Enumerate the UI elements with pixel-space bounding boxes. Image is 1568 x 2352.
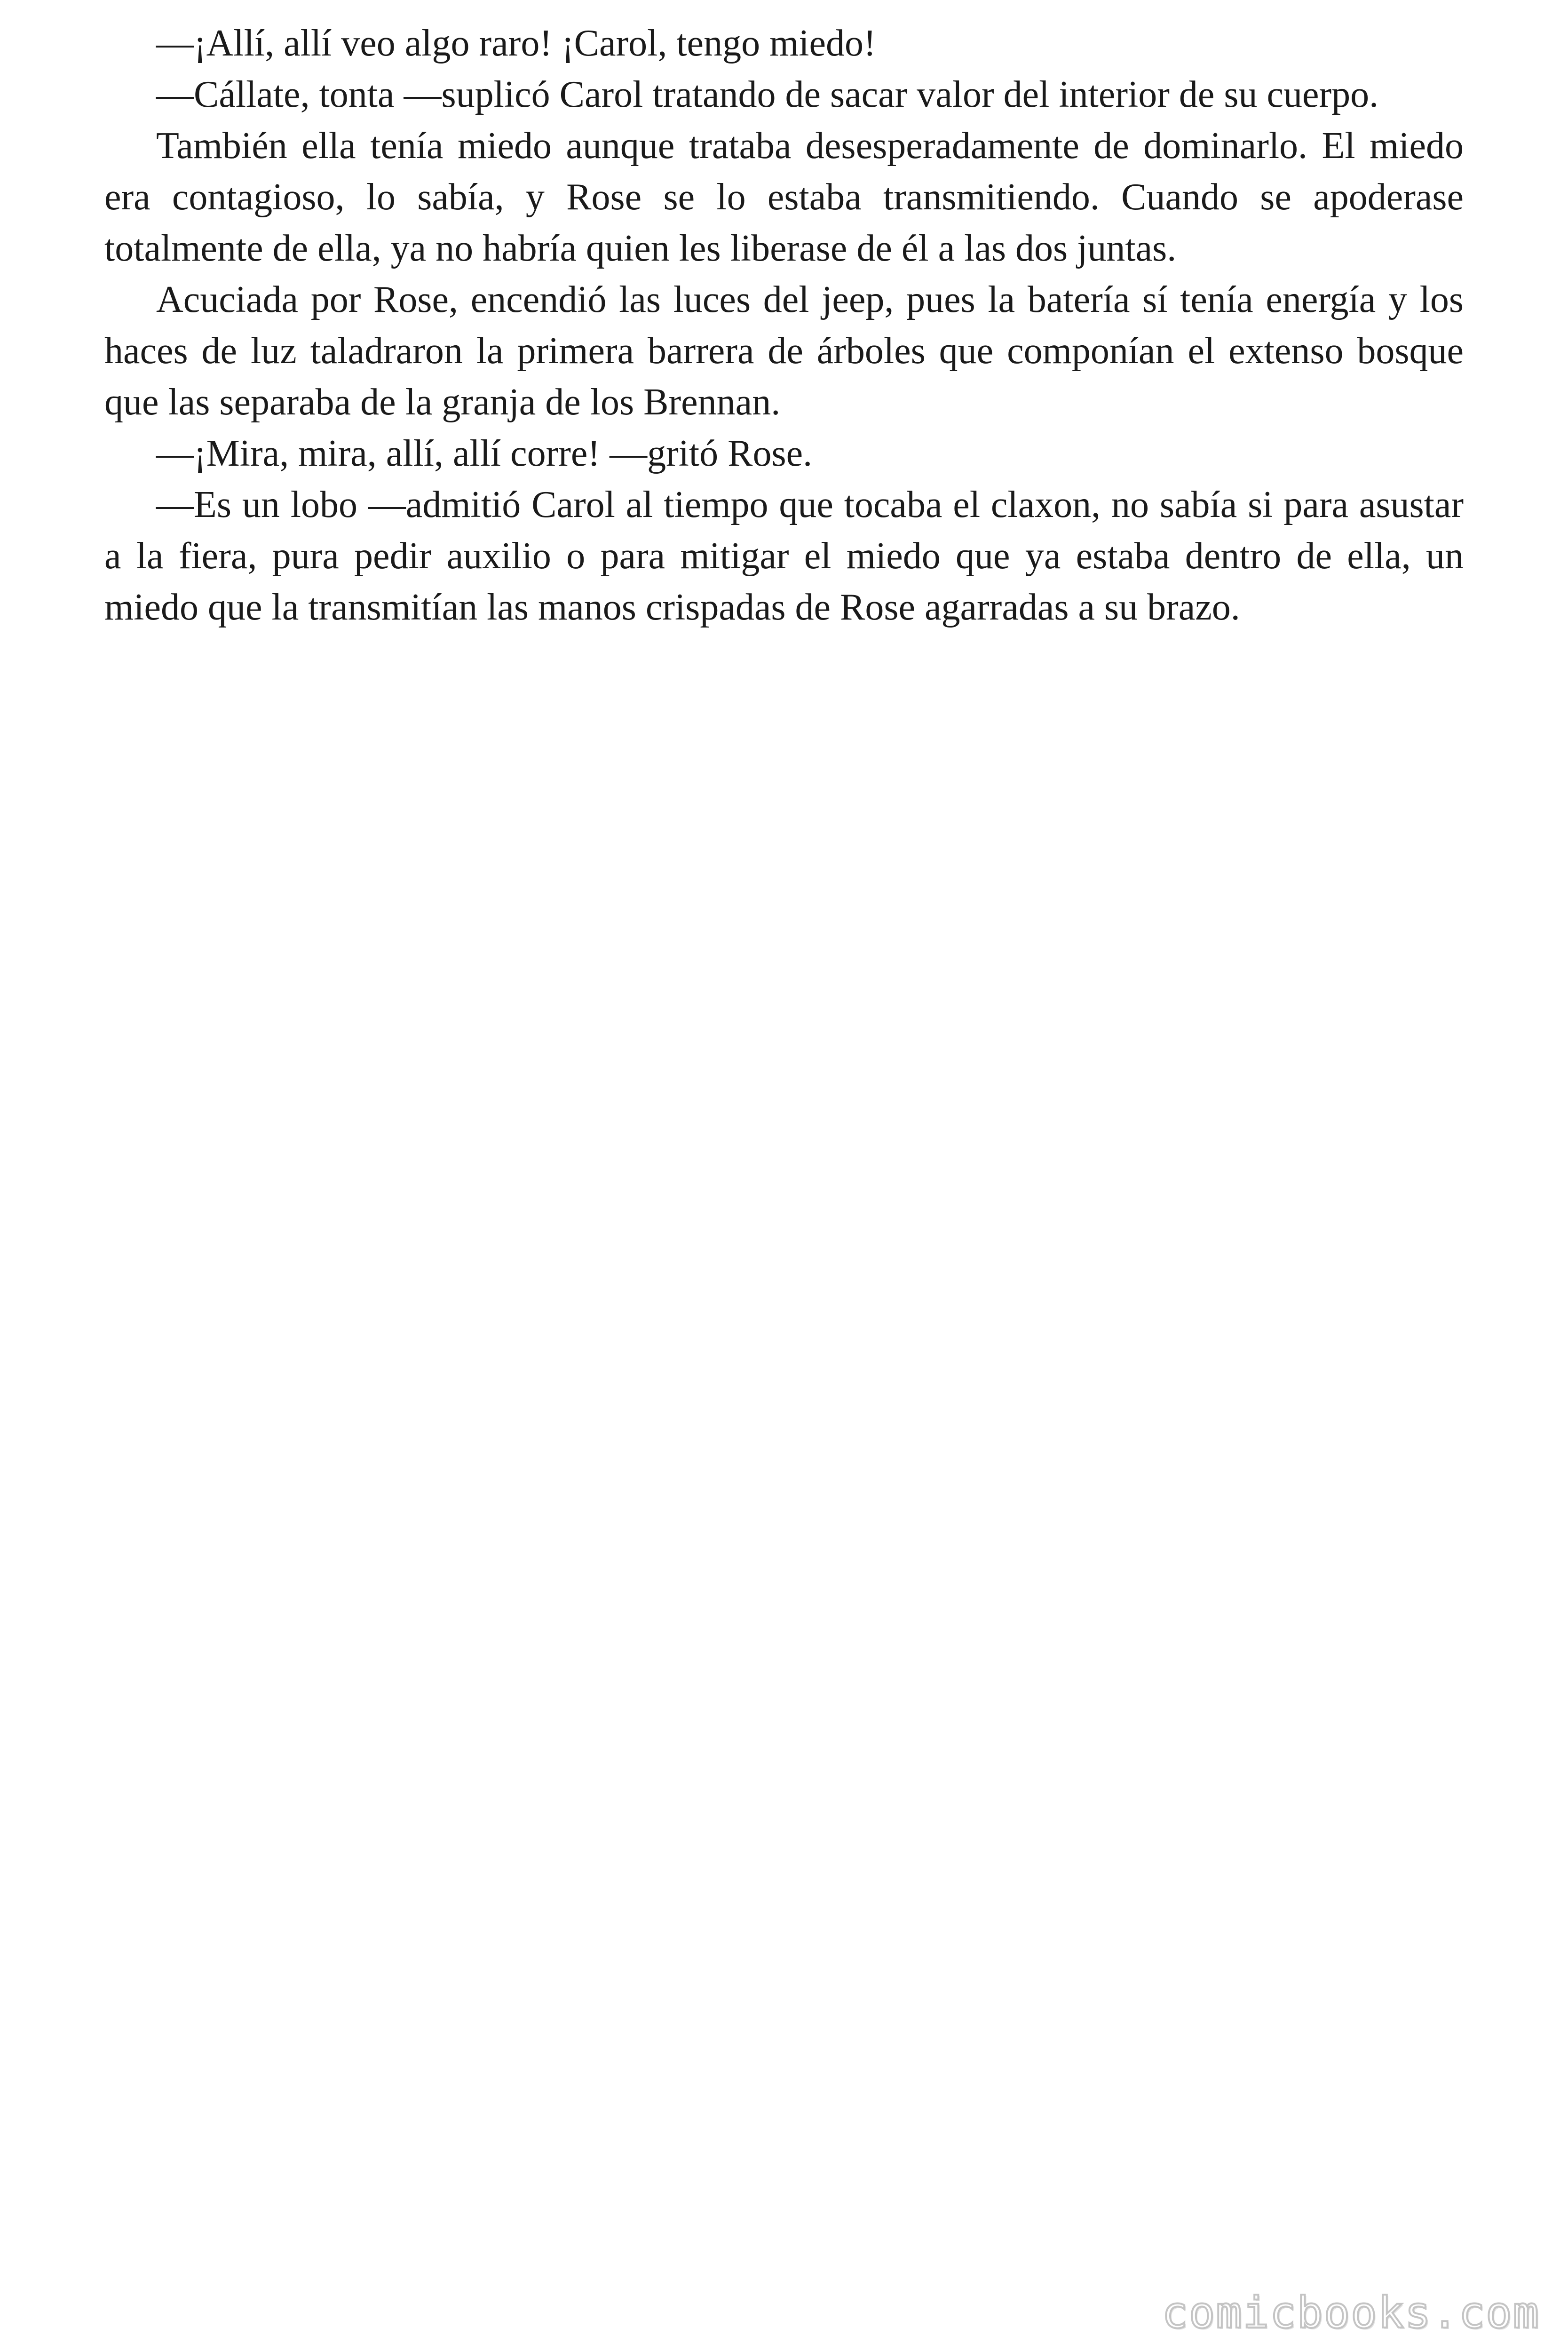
paragraph-5: —¡Mira, mira, allí, allí corre! —gritó Rose.	[156, 433, 813, 474]
paragraph-6: —Es un lobo —admitió Carol al tiempo que tocaba el claxon, no sabía si para asustar a la fiera, pura pedir auxilio o para mitigar el miedo que ya estaba dentro de ella, un miedo que la transmitían las manos crispadas de Rose agarradas a su brazo.	[104, 484, 1464, 628]
paragraph-1: —¡Allí, allí veo algo raro! ¡Carol, tengo miedo!	[156, 23, 876, 64]
watermark: comicbooks.com	[1162, 2288, 1540, 2338]
paragraph-2: —Cállate, tonta —suplicó Carol tratando de sacar valor del interior de su cuerpo.	[156, 74, 1379, 115]
book-page	[104, 18, 1464, 633]
paragraph-4: Acuciada por Rose, encendió las luces del jeep, pues la batería sí tenía energía y los haces de luz taladraron la primera barrera de árboles que componían el extenso bosque que las separaba de la granja de los Brennan.	[104, 279, 1464, 423]
paragraph-3: También ella tenía miedo aunque trataba desesperadamente de dominarlo. El miedo era contagioso, lo sabía, y Rose se lo estaba transmitiendo. Cuando se apoderase totalmente de ella, ya no habría quien les liberase de él a las dos juntas.	[104, 125, 1464, 269]
